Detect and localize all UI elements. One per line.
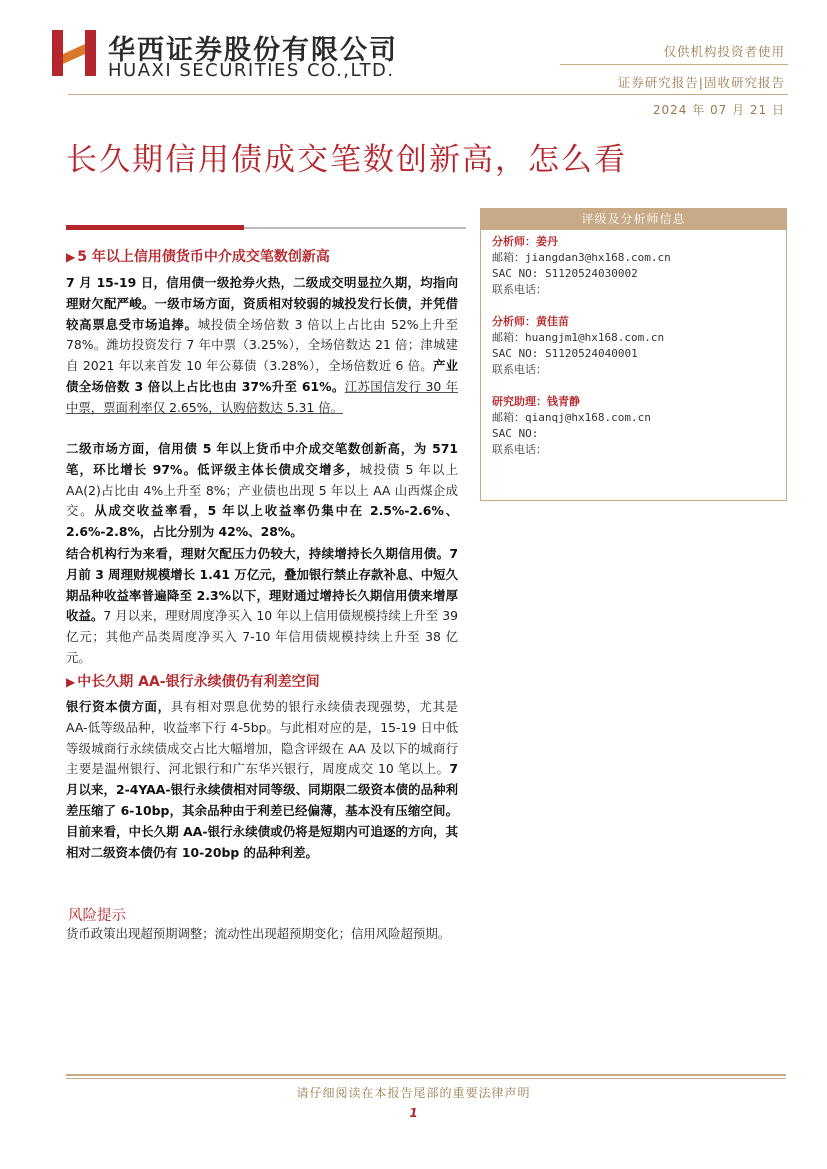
text-run: 城投债全场倍数 3 倍以上占比由 52%上升至 78%。潍坊投资发行 7 年中票（3.25%），全场倍数达 21 倍；津城建自 2021 年以来首发 10 年公募债（3.28%），全场倍数近 6 倍。 xyxy=(66,316,458,374)
analyst-name: 姜丹 xyxy=(536,235,558,248)
phone-label: 联系电话： xyxy=(492,363,547,376)
bold-text-run: 产业债全场倍数 3 倍以上占比也由 37%升至 61%。 xyxy=(66,358,458,394)
bold-text-run: 银行资本债方面， xyxy=(66,699,171,714)
analyst-info-header: 评级及分析师信息 xyxy=(480,208,787,230)
analyst-role: 分析师： xyxy=(492,315,536,328)
section-heading-2: ▶ 中长久期 AA-银行永续债仍有利差空间 xyxy=(66,674,320,690)
bold-text-run: 7 月 15-19 日，信用债一级抢券火热，二级成交明显拉久期，均指向理财欠配严峻。一级市场方面，资质相对较弱的城投发行长债，并凭借较高票息受市场追捧。 xyxy=(66,275,458,332)
section-heading-1: ▶ 5 年以上信用债货币中介成交笔数创新高 xyxy=(66,249,330,265)
bold-text-run: 二级市场方面，信用债 5 年以上货币中介成交笔数创新高，为 571 笔，环比增长 97%。低评级主体长债成交增多， xyxy=(66,441,458,477)
analyst-role: 分析师： xyxy=(492,235,536,248)
report-date: 2024 年 07 月 21 日 xyxy=(652,103,785,117)
risk-text: 货币政策出现超预期调整；流动性出现超预期变化；信用风险超预期。 xyxy=(66,926,451,941)
analyst-email[interactable]: huangjm1@hx168.com.cn xyxy=(525,331,665,344)
email-label: 邮箱： xyxy=(492,331,525,344)
report-title: 长久期信用债成交笔数创新高，怎么看 xyxy=(66,142,627,178)
analyst-email[interactable]: qianqj@hx168.com.cn xyxy=(525,411,651,424)
footer-rule-thin xyxy=(66,1078,786,1079)
paragraph xyxy=(66,544,458,669)
text-run: 城投债 5 年以上 AA(2)占比由 4%上升至 8%；产业债也出现 5 年以上 AA 山西煤企成交。 xyxy=(66,461,458,519)
risk-heading: 风险提示 xyxy=(68,908,126,924)
bold-text-run: 结合机构行为来看，理财欠配压力仍较大，持续增持长久期信用债。7 月前 3 周理财规模增长 1.41 万亿元，叠加银行禁止存款补息、中短久期品种收益率普遍降至 2.3%以下，理财通过增持长久期信用债来增厚收益。 xyxy=(66,546,458,624)
accent-bar xyxy=(66,225,244,230)
paragraph xyxy=(66,697,458,863)
text-run: 具有相对票息优势的银行永续债表现强势，尤其是 AA-低等级品种，收益率下行 4-5bp。与此相对应的是，15-19 日中低等级城商行永续债成交占比大幅增加，隐含评级在 AA 及以下的城商行主要是温州银行、河北银行和广东华兴银行，周度成交 10 笔以上。 xyxy=(66,699,459,777)
analyst-card xyxy=(492,234,671,298)
triangle-bullet-icon: ▶ xyxy=(66,250,76,264)
paragraph xyxy=(66,439,458,543)
bold-text-run: 从成交收益率看，5 年以上收益率仍集中在 2.5%-2.6%、2.6%-2.8%，占比分别为 42%、28%。 xyxy=(66,503,459,540)
huaxi-logo-icon xyxy=(52,30,96,76)
analyst-name: 钱青静 xyxy=(547,395,580,408)
phone-label: 联系电话： xyxy=(492,443,547,456)
legal-notice: 请仔细阅读在本报告尾部的重要法律声明 xyxy=(296,1086,531,1100)
footer-rule xyxy=(66,1074,786,1076)
company-name-en: HUAXI SECURITIES CO.,LTD. xyxy=(108,60,395,81)
analyst-name: 黄佳苗 xyxy=(536,315,569,328)
header-rule xyxy=(68,94,788,95)
phone-label: 联系电话： xyxy=(492,283,547,296)
sac-number: S1120524040001 xyxy=(544,347,638,360)
analyst-card xyxy=(492,314,664,378)
analyst-email[interactable]: jiangdan3@hx168.com.cn xyxy=(525,251,671,264)
text-run: 7 月以来，理财周度净买入 10 年以上信用债规模持续上升至 39 亿元；其他产品类周度净买入 7-10 年信用债规模持续上升至 38 亿元。 xyxy=(66,608,459,665)
sac-label: SAC NO: xyxy=(492,427,539,440)
company-name-cn: 华西证券股份有限公司 xyxy=(108,35,398,66)
text-run: 江苏国信发行 30 年中票，票面利率仅 2.65%，认购倍数达 5.31 倍。 xyxy=(66,378,458,415)
header-divider xyxy=(560,64,788,65)
bold-text-run: 7 月以来，2-4YAA-银行永续债相对同等级、同期限二级资本债的品种利差压缩了 6-10bp，其余品种由于利差已经偏薄，基本没有压缩空间。目前来看，中长久期 AA-银行永续债或仍将是短期内可追逐的方向，其相对二级资本债仍有 10-20bp 的品种利差。 xyxy=(66,761,458,860)
sac-number: S1120524030002 xyxy=(544,267,638,280)
paragraph xyxy=(66,273,458,419)
accent-rule xyxy=(244,227,466,229)
email-label: 邮箱： xyxy=(492,411,525,424)
page-number: 1 xyxy=(409,1106,418,1120)
email-label: 邮箱： xyxy=(492,251,525,264)
triangle-bullet-icon: ▶ xyxy=(66,675,76,689)
audience-note: 仅供机构投资者使用 xyxy=(663,44,785,59)
sac-label: SAC NO: xyxy=(492,267,545,280)
analyst-card xyxy=(492,394,651,458)
report-type: 证券研究报告|固收研究报告 xyxy=(617,75,785,90)
sac-label: SAC NO: xyxy=(492,347,545,360)
analyst-role: 研究助理： xyxy=(492,395,547,408)
